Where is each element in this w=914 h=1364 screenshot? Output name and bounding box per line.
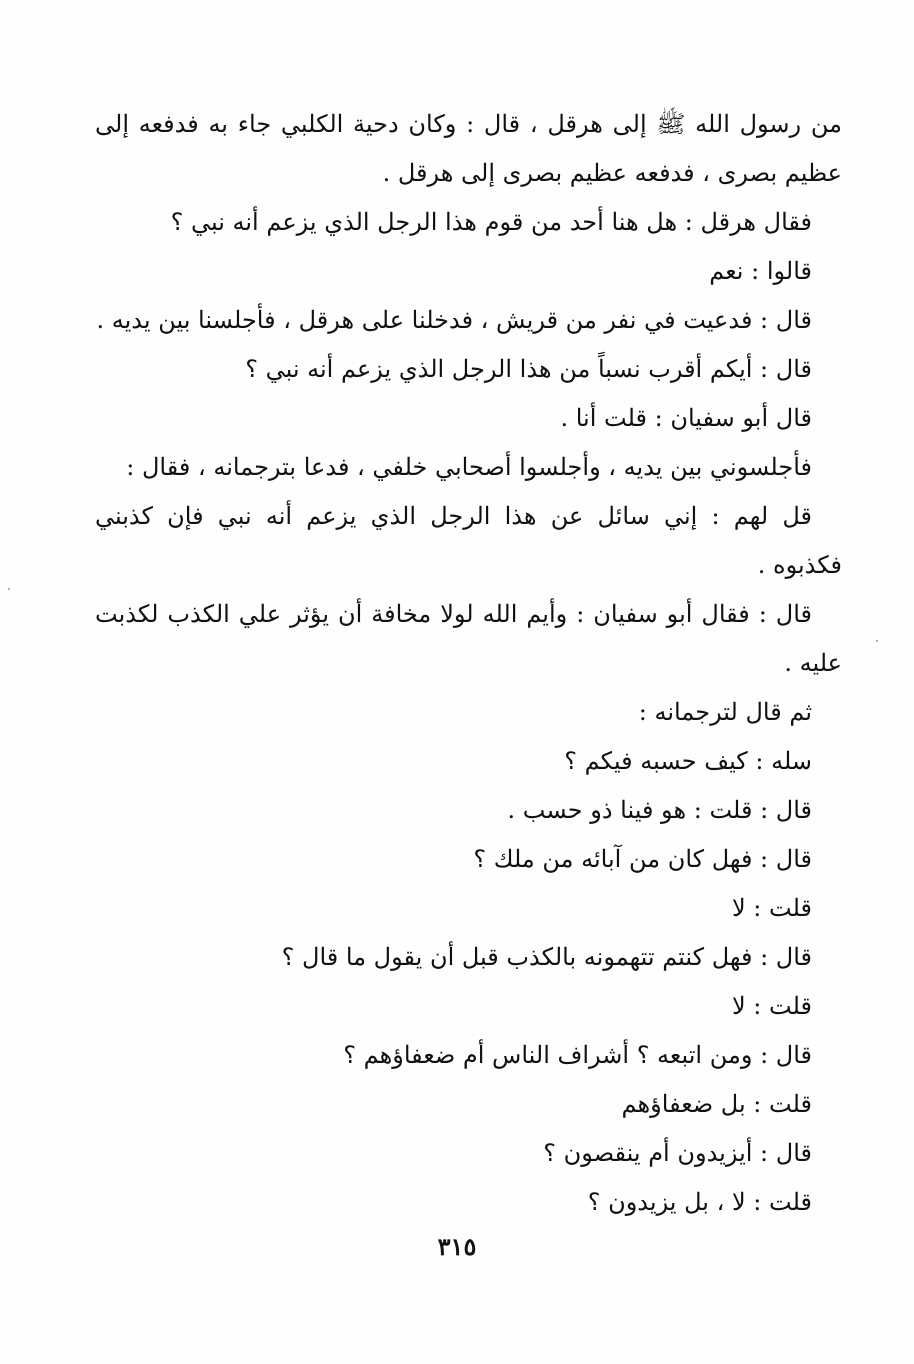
text-line-22: قال : أيزيدون أم ينقصون ؟	[543, 1139, 812, 1167]
text-line-11: قال : فقال أبو سفيان : وأيم الله لولا مخافة أن يؤثر علي الكذب لكذبت	[95, 600, 812, 628]
text-line-16: قال : فهل كان من آبائه من ملك ؟	[473, 845, 812, 873]
text-line-1: من رسول الله ﷺ إلى هرقل ، قال : وكان دحية الكلبي جاء به فدفعه إلى	[95, 110, 842, 138]
text-line-8: فأجلسوني بين يديه ، وأجلسوا أصحابي خلفي ، فدعا بترجمانه ، فقال :	[126, 453, 812, 481]
text-line-10: فكذبوه .	[757, 551, 842, 579]
text-line-6: قال : أيكم أقرب نسباً من هذا الرجل الذي يزعم أنه نبي ؟	[245, 355, 812, 383]
text-line-2: عظيم بصرى ، فدفعه عظيم بصرى إلى هرقل .	[382, 159, 842, 187]
scan-speck	[876, 640, 878, 642]
text-line-4: قالوا : نعم	[709, 257, 812, 285]
text-line-23: قلت : لا ، بل يزيدون ؟	[587, 1188, 812, 1216]
page-number: ٣١٥	[437, 1232, 477, 1261]
text-line-15: قال : قلت : هو فينا ذو حسب .	[507, 796, 812, 824]
text-line-20: قال : ومن اتبعه ؟ أشراف الناس أم ضعفاؤهم ؟	[343, 1041, 812, 1069]
scan-speck	[8, 588, 10, 590]
text-line-18: قال : فهل كنتم تتهمونه بالكذب قبل أن يقول ما قال ؟	[281, 943, 812, 971]
page-body-text	[95, 100, 842, 1227]
text-line-21: قلت : بل ضعفاؤهم	[621, 1090, 812, 1118]
text-line-9: قل لهم : إني سائل عن هذا الرجل الذي يزعم أنه نبي فإن كذبني	[95, 502, 812, 530]
text-line-5: قال : فدعيت في نفر من قريش ، فدخلنا على هرقل ، فأجلسنا بين يديه .	[96, 306, 812, 334]
text-line-12: عليه .	[784, 649, 842, 677]
text-line-7: قال أبو سفيان : قلت أنا .	[560, 404, 812, 432]
text-line-19: قلت : لا	[731, 992, 812, 1020]
text-line-13: ثم قال لترجمانه :	[638, 698, 812, 726]
text-line-3: فقال هرقل : هل هنا أحد من قوم هذا الرجل الذي يزعم أنه نبي ؟	[170, 208, 812, 236]
text-line-14: سله : كيف حسبه فيكم ؟	[564, 747, 812, 775]
text-line-17: قلت : لا	[731, 894, 812, 922]
